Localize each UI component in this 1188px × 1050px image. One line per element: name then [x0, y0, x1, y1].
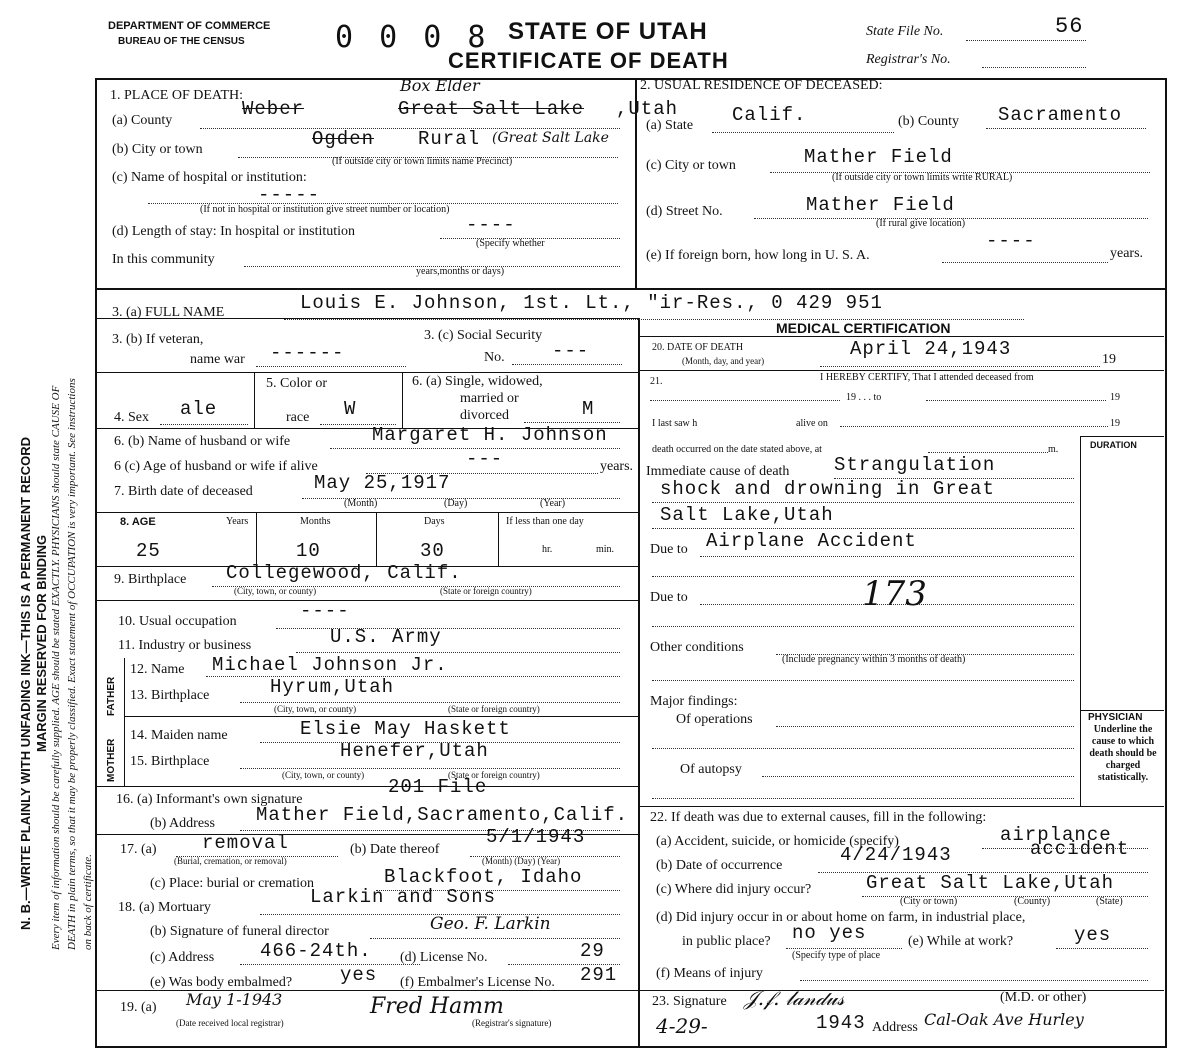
- age-years-value: 25: [136, 540, 161, 562]
- ssn-label: 3. (c) Social Security: [424, 328, 543, 343]
- residence-county-value: Sacramento: [998, 104, 1123, 126]
- residence-state-label: (a) State: [646, 118, 694, 133]
- operations-label: Of operations: [676, 712, 753, 727]
- state-file-value: 56: [1055, 14, 1084, 39]
- registrar-note: (Registrar's signature): [472, 1018, 552, 1028]
- age-less-label: If less than one day: [506, 516, 584, 527]
- m-label: m.: [1048, 444, 1059, 455]
- occurrence-label: (b) Date of occurrence: [656, 858, 783, 873]
- residence-foreign-value: ----: [986, 230, 1036, 252]
- father-birthplace-note-state: (State or foreign country): [448, 704, 540, 714]
- occupation-value: ----: [300, 600, 350, 622]
- due-to-2-label: Due to: [650, 590, 688, 605]
- residence-foreign-label: (e) If foreign born, how long in U. S. A.: [646, 248, 870, 263]
- residence-street-value: Mather Field: [806, 194, 955, 216]
- place-stay-note: (Specify whether: [476, 238, 545, 249]
- injury-place-county-note: (County): [1014, 896, 1051, 907]
- age-years-label: Years: [226, 516, 249, 527]
- mother-birthplace-note-state: (State or foreign country): [448, 770, 540, 780]
- place-county-label: (a) County: [112, 113, 173, 128]
- due-to-1-label: Due to: [650, 542, 688, 557]
- birthdate-day-note: (Day): [444, 498, 468, 509]
- cert-number: 21.: [650, 376, 663, 387]
- director-signature: Geo. F. Larkin: [430, 914, 551, 934]
- sex-value: ale: [180, 398, 218, 420]
- duration-label: DURATION: [1090, 440, 1137, 450]
- mother-birthplace-value: Henefer,Utah: [340, 740, 489, 762]
- other-conditions-note: (Include pregnancy within 3 months of death): [782, 654, 966, 665]
- residence-state-value: Calif.: [732, 104, 807, 126]
- place-city-handwritten: (Great Salt Lake: [492, 130, 609, 146]
- residence-county-label: (b) County: [898, 114, 960, 129]
- father-name-value: Michael Johnson Jr.: [212, 654, 448, 676]
- autopsy-label: Of autopsy: [680, 762, 742, 777]
- due-to-2-handwritten: 173: [862, 574, 927, 614]
- mortuary-value: Larkin and Sons: [310, 886, 497, 908]
- mother-name-label: 14. Maiden name: [130, 728, 228, 743]
- informant-address-label: (b) Address: [150, 816, 215, 831]
- mother-name-value: Elsie May Haskett: [300, 718, 511, 740]
- while-at-work-value: yes: [1074, 924, 1112, 946]
- place-community-label: In this community: [112, 252, 215, 267]
- alive-on-label: alive on: [796, 418, 828, 429]
- director-address-value: 466-24th.: [260, 940, 372, 962]
- spouse-age-value: ---: [466, 448, 504, 470]
- mother-vertical-label: MOTHER: [106, 738, 117, 782]
- place-city-value: Rural: [418, 128, 481, 150]
- age-hr-label: hr.: [542, 544, 553, 555]
- place-county-crossed: Weber: [242, 98, 305, 120]
- cause-line-2: shock and drowning in Great: [660, 478, 995, 500]
- father-name-label: 12. Name: [130, 662, 185, 677]
- dept-label: DEPARTMENT OF COMMERCE: [108, 20, 271, 32]
- marital-value: M: [582, 398, 595, 420]
- margin-instruction-2: DEATH in plain terms, so that it may be properly classified. Exact statement of OCCUPATION is very important. See instructions: [66, 378, 78, 950]
- residence-city-label: (c) City or town: [646, 158, 736, 173]
- spouse-label: 6. (b) Name of husband or wife: [114, 434, 291, 449]
- public-place-value: no yes: [792, 922, 867, 944]
- margin-instruction-3: on back of certificate.: [82, 854, 94, 950]
- director-address-label: (c) Address: [150, 950, 215, 965]
- spouse-age-label: 6 (c) Age of husband or wife if alive: [114, 459, 318, 474]
- public-place-label: in public place?: [682, 934, 771, 949]
- place-stay-value: ----: [466, 214, 516, 236]
- place-community-note: years,months or days): [416, 266, 505, 277]
- age-min-label: min.: [596, 544, 615, 555]
- sex-label: 4. Sex: [114, 410, 149, 425]
- signature-date: 4-29-: [656, 1014, 708, 1038]
- veteran-label: 3. (b) If veteran,: [112, 332, 204, 347]
- physician-signature-label: 23. Signature: [652, 994, 727, 1009]
- race-value: W: [344, 398, 357, 420]
- certificate-title: CERTIFICATE OF DEATH: [448, 48, 729, 73]
- color-label: 5. Color or: [266, 376, 328, 391]
- public-place-note: (Specify type of place: [792, 950, 881, 961]
- physician-signature: 𝒥.𝒻. 𝓁𝒶𝓃𝒹𝓊𝓈: [744, 986, 845, 1010]
- mother-birthplace-label: 15. Birthplace: [130, 754, 210, 769]
- fullname-value: Louis E. Johnson, 1st. Lt., "ir-Res., 0 429 951: [300, 292, 883, 314]
- disposition-date-label: (b) Date thereof: [350, 842, 440, 857]
- embalmer-license-value: 291: [580, 964, 618, 986]
- embalmed-value: yes: [340, 964, 378, 986]
- birthdate-value: May 25,1917: [314, 472, 451, 494]
- due-to-1-value: Airplane Accident: [706, 530, 917, 552]
- birthplace-value: Collegewood, Calif.: [226, 562, 462, 584]
- occurred-label: death occurred on the date stated above, at: [652, 444, 822, 455]
- license-value: 29: [580, 940, 605, 962]
- birthdate-year-note: (Year): [540, 498, 566, 509]
- state-title: STATE OF UTAH: [508, 18, 708, 45]
- residence-foreign-years: years.: [1110, 246, 1144, 261]
- marital-label: 6. (a) Single, widowed,: [412, 374, 543, 389]
- signature-year: 1943: [816, 1012, 866, 1034]
- informant-address-value: Mather Field,Sacramento,Calif.: [256, 804, 629, 826]
- spouse-age-years: years.: [600, 459, 634, 474]
- disposition-note: (Burial, cremation, or removal): [174, 856, 287, 866]
- physician-label: PHYSICIAN: [1088, 712, 1143, 723]
- age-months-label: Months: [300, 516, 331, 527]
- md-label: (M.D. or other): [1000, 990, 1087, 1005]
- ssn-no-label: No.: [484, 350, 505, 365]
- registrar-signature: Fred Hamm: [370, 994, 504, 1019]
- war-label: name war: [190, 352, 245, 367]
- accident-value-2: accident: [1030, 838, 1130, 860]
- cause-line-1: Strangulation: [834, 454, 996, 476]
- received-note: (Date received local registrar): [176, 1018, 284, 1028]
- received-value: May 1-1943: [186, 990, 283, 1009]
- serial-number: 0 0 0 8: [335, 20, 490, 55]
- last-saw-label: I last saw h: [652, 418, 698, 429]
- residence-city-note: (If outside city or town limits write RURAL): [832, 172, 1013, 183]
- occupation-label: 10. Usual occupation: [118, 614, 237, 629]
- physician-note: Underline the cause to which death should be charged statistically.: [1089, 724, 1157, 783]
- residence-street-label: (d) Street No.: [646, 204, 723, 219]
- injury-place-label: (c) Where did injury occur?: [656, 882, 812, 897]
- embalmed-label: (e) Was body embalmed?: [150, 975, 293, 990]
- accident-label: (a) Accident, suicide, or homicide (specify): [656, 834, 899, 849]
- margin-binding-line: MARGIN RESERVED FOR BINDING: [34, 534, 49, 752]
- cert-to-label: 19 . . . to: [846, 392, 882, 403]
- cause-line-3: Salt Lake,Utah: [660, 504, 834, 526]
- father-vertical-label: FATHER: [106, 676, 117, 716]
- margin-warning-line: N. B.—WRITE PLAINLY WITH UNFADING INK—THIS IS A PERMANENT RECORD: [18, 436, 33, 930]
- residence-street-note: (If rural give location): [876, 218, 966, 229]
- received-label: 19. (a): [120, 1000, 157, 1015]
- father-birthplace-label: 13. Birthplace: [130, 688, 210, 703]
- dod-value: April 24,1943: [850, 338, 1012, 360]
- spouse-value: Margaret H. Johnson: [372, 424, 608, 446]
- burial-place-label: (c) Place: burial or cremation: [150, 876, 315, 891]
- dod-19: 19: [1102, 352, 1116, 367]
- place-hospital-value: -----: [258, 184, 321, 206]
- father-birthplace-note-city: (City, town, or county): [274, 704, 357, 714]
- injury-place-value: Great Salt Lake,Utah: [866, 872, 1115, 894]
- marital-label-3: divorced: [460, 408, 509, 423]
- age-days-value: 30: [420, 540, 445, 562]
- birthplace-note-state: (State or foreign country): [440, 586, 532, 596]
- war-value: ------: [270, 342, 345, 364]
- birthplace-note-city: (City, town, or county): [234, 586, 317, 596]
- industry-value: U.S. Army: [330, 626, 442, 648]
- place-hospital-note: (If not in hospital or institution give street number or location): [200, 204, 450, 215]
- race-label: race: [286, 410, 310, 425]
- other-conditions-label: Other conditions: [650, 640, 744, 655]
- disposition-date-note: (Month) (Day) (Year): [482, 856, 561, 866]
- burial-place-value: Blackfoot, Idaho: [384, 866, 583, 888]
- place-stay-label: (d) Length of stay: In hospital or institution: [112, 224, 356, 239]
- place-city-note: (If outside city or town limits name Precinct): [332, 156, 513, 167]
- bureau-label: BUREAU OF THE CENSUS: [118, 36, 245, 47]
- major-findings-label: Major findings:: [650, 694, 738, 709]
- age-days-label: Days: [424, 516, 445, 527]
- birthdate-label: 7. Birth date of deceased: [114, 484, 253, 499]
- cert-text: I HEREBY CERTIFY, That I attended deceased from: [820, 372, 1034, 383]
- external-cause-label: 22. If death was due to external causes, fill in the following:: [650, 810, 987, 825]
- means-of-injury-label: (f) Means of injury: [656, 966, 763, 981]
- residence-city-value: Mather Field: [804, 146, 953, 168]
- place-city-crossed: Ogden: [312, 128, 375, 150]
- registrar-label: Registrar's No.: [866, 52, 951, 67]
- place-county-value: Box Elder: [400, 76, 480, 95]
- place-hospital-label: (c) Name of hospital or institution:: [112, 170, 307, 185]
- disposition-value: removal: [202, 832, 289, 854]
- occurrence-value: 4/24/1943: [840, 844, 952, 866]
- age-label: 8. AGE: [120, 516, 156, 528]
- dod-note: (Month, day, and year): [682, 356, 765, 366]
- injury-place-city-note: (City or town): [900, 896, 958, 907]
- disposition-date-value: 5/1/1943: [486, 826, 586, 848]
- dod-label: 20. DATE OF DEATH: [652, 342, 744, 353]
- place-heading: 1. PLACE OF DEATH:: [110, 88, 244, 103]
- physician-address: Cal-Oak Ave Hurley: [924, 1010, 1084, 1029]
- place-city-label: (b) City or town: [112, 142, 203, 157]
- accident-value-1: airplance: [1000, 824, 1112, 846]
- injury-home-label: (d) Did injury occur in or about home on farm, in industrial place,: [656, 910, 1026, 925]
- state-file-label: State File No.: [866, 24, 944, 39]
- injury-place-state-note: (State): [1096, 896, 1123, 907]
- mother-birthplace-note-city: (City, town, or county): [282, 770, 365, 780]
- margin-instruction-1: Every item of information should be carefully supplied. AGE should be stated EXACTLY. PHYSICIANS should state CAUSE OF: [50, 385, 62, 950]
- mortuary-label: 18. (a) Mortuary: [118, 900, 211, 915]
- informant-signature-value: 201 File: [388, 776, 488, 798]
- residence-heading: 2. USUAL RESIDENCE OF DECEASED:: [640, 78, 883, 93]
- while-at-work-label: (e) While at work?: [908, 934, 1014, 949]
- medical-heading: MEDICAL CERTIFICATION: [776, 320, 951, 336]
- birthplace-label: 9. Birthplace: [114, 572, 187, 587]
- physician-address-label: Address: [872, 1020, 918, 1035]
- license-label: (d) License No.: [400, 950, 488, 965]
- director-signature-label: (b) Signature of funeral director: [150, 924, 329, 939]
- ssn-value: ---: [552, 340, 590, 362]
- place-state-value: ,Utah: [616, 98, 679, 120]
- immediate-cause-label: Immediate cause of death: [646, 464, 790, 479]
- embalmer-license-label: (f) Embalmer's License No.: [400, 975, 555, 990]
- industry-label: 11. Industry or business: [118, 638, 252, 653]
- place-state-crossed: Great Salt Lake: [398, 98, 585, 120]
- marital-label-2: married or: [460, 391, 519, 406]
- age-months-value: 10: [296, 540, 321, 562]
- disposition-label: 17. (a): [120, 842, 157, 857]
- birthdate-month-note: (Month): [344, 498, 378, 509]
- father-birthplace-value: Hyrum,Utah: [270, 676, 395, 698]
- fullname-label: 3. (a) FULL NAME: [112, 305, 225, 320]
- informant-signature-label: 16. (a) Informant's own signature: [116, 792, 303, 807]
